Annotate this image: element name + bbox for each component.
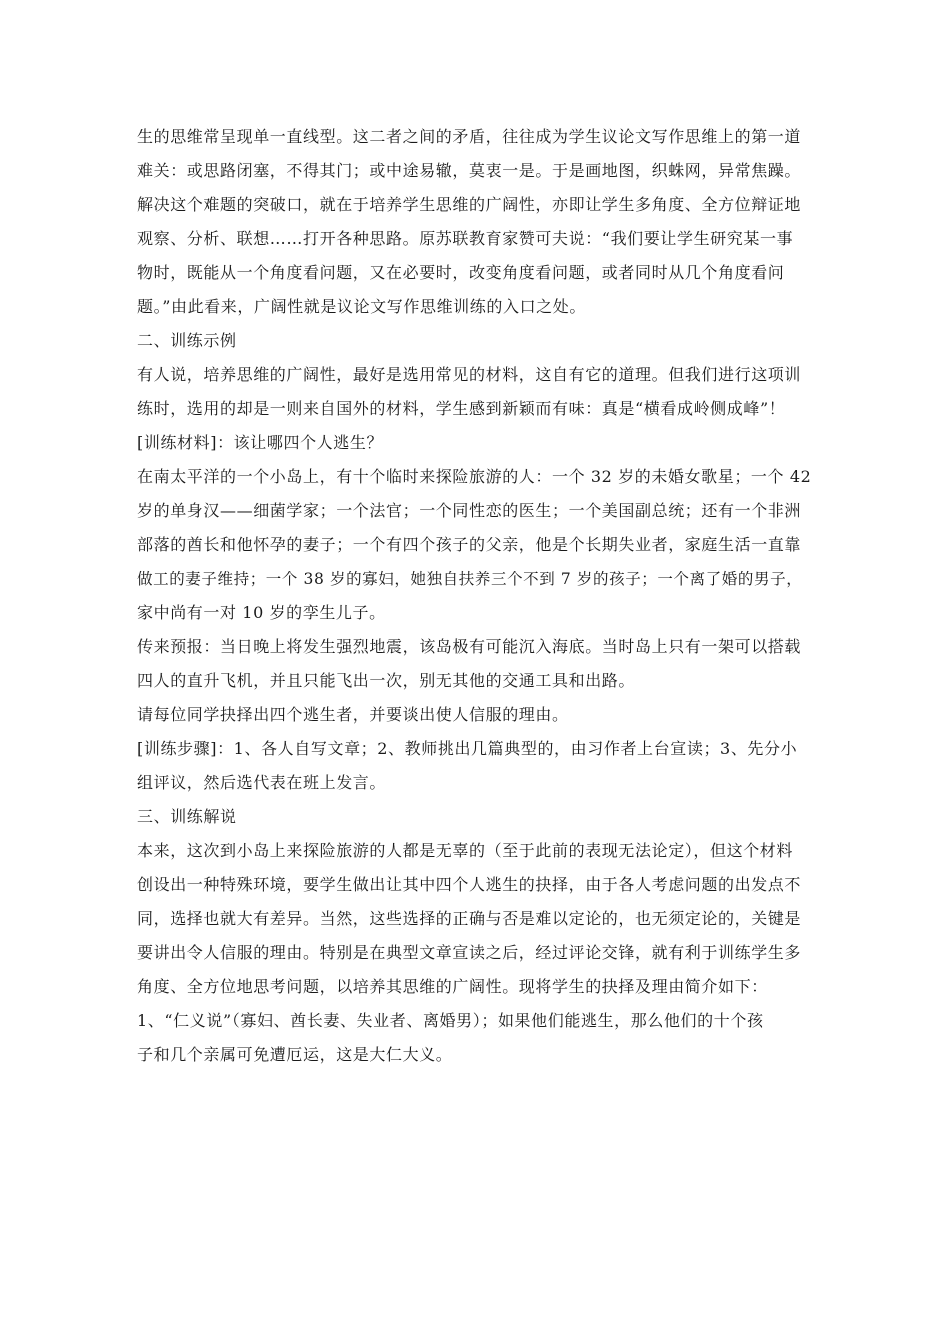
document-page (137, 120, 813, 1072)
text-line: 岁的单身汉——细菌学家；一个法官；一个同性恋的医生；一个美国副总统；还有一个非洲 (137, 501, 802, 520)
paragraph-explanation (137, 834, 813, 1004)
text-line: 物时，既能从一个角度看问题，又在必要时，改变角度看问题，或者同时从几个角度看问 (137, 263, 785, 282)
text-line: 组评议，然后选代表在班上发言。 (137, 773, 387, 792)
paragraph-problem-analysis (137, 120, 813, 324)
paragraph-earthquake-forecast (137, 630, 813, 698)
text-line: 传来预报：当日晚上将发生强烈地震，该岛极有可能沉入海底。当时岛上只有一架可以搭载 (137, 637, 802, 656)
text-line: 创设出一种特殊环境，要学生做出让其中四个人逃生的抉择，由于各人考虑问题的出发点不 (137, 875, 802, 894)
text-line: 难关：或思路闭塞，不得其门；或中途易辙，莫衷一是。于是画地图，织蛛网，异常焦躁。 (137, 161, 802, 180)
text-line: 1、“仁义说”（寡妇、酋长妻、失业者、离婚男）；如果他们能逃生，那么他们的十个孩 (137, 1011, 764, 1030)
section-heading-training-explanation: 三、训练解说 (137, 807, 237, 826)
text-line: 四人的直升飞机，并且只能飞出一次，别无其他的交通工具和出路。 (137, 671, 636, 690)
training-material-label: [训练材料]：该让哪四个人逃生？ (137, 433, 384, 452)
paragraph-island-scenario (137, 460, 813, 630)
text-line: 本来，这次到小岛上来探险旅游的人都是无辜的（至于此前的表现无法论定），但这个材料 (137, 841, 794, 860)
text-line: 在南太平洋的一个小岛上，有十个临时来探险旅游的人：一个 32 岁的未婚女歌星；一个 42 (137, 467, 812, 486)
paragraph-training-steps (137, 732, 813, 800)
text-line: 家中尚有一对 10 岁的孪生儿子。 (137, 603, 386, 622)
text-line: 做工的妻子维持；一个 38 岁的寡妇，她独自扶养三个不到 7 岁的孩子；一个离了婚的男子， (137, 570, 803, 588)
paragraph-choice-1 (137, 1004, 813, 1072)
text-line: 要讲出令人信服的理由。特别是在典型文章宣读之后，经过评论交锋，就有利于训练学生多 (137, 943, 802, 962)
text-line: 部落的酋长和他怀孕的妻子；一个有四个孩子的父亲，他是个长期失业者，家庭生活一直靠 (137, 535, 802, 554)
text-line: [训练步骤]：1、各人自写文章；2、教师挑出几篇典型的，由习作者上台宣读；3、先分小 (137, 739, 798, 758)
text-line: 题。”由此看来，广阔性就是议论文写作思维训练的入口之处。 (137, 297, 586, 316)
text-line: 生的思维常呈现单一直线型。这二者之间的矛盾，往往成为学生议论文写作思维上的第一道 (137, 127, 802, 146)
text-line: 角度、全方位地思考问题，以培养其思维的广阔性。现将学生的抉择及理由简介如下： (137, 977, 768, 996)
text-line: 有人说，培养思维的广阔性，最好是选用常见的材料，这自有它的道理。但我们进行这项训 (137, 365, 802, 384)
text-line: 观察、分析、联想……打开各种思路。原苏联教育家赞可夫说：“我们要让学生研究某一事 (137, 229, 794, 248)
paragraph-example-intro (137, 358, 813, 426)
text-line: 同，选择也就大有差异。当然，这些选择的正确与否是难以定论的，也无须定论的，关键是 (137, 909, 802, 928)
paragraph-assignment: 请每位同学抉择出四个逃生者，并要谈出使人信服的理由。 (137, 705, 569, 724)
text-line: 子和几个亲属可免遭厄运，这是大仁大义。 (137, 1045, 453, 1064)
text-line: 解决这个难题的突破口，就在于培养学生思维的广阔性，亦即让学生多角度、全方位辩证地 (137, 195, 802, 214)
text-line: 练时，选用的却是一则来自国外的材料，学生感到新颖而有味：真是“横看成岭侧成峰”！ (137, 399, 786, 418)
section-heading-training-example: 二、训练示例 (137, 331, 237, 350)
